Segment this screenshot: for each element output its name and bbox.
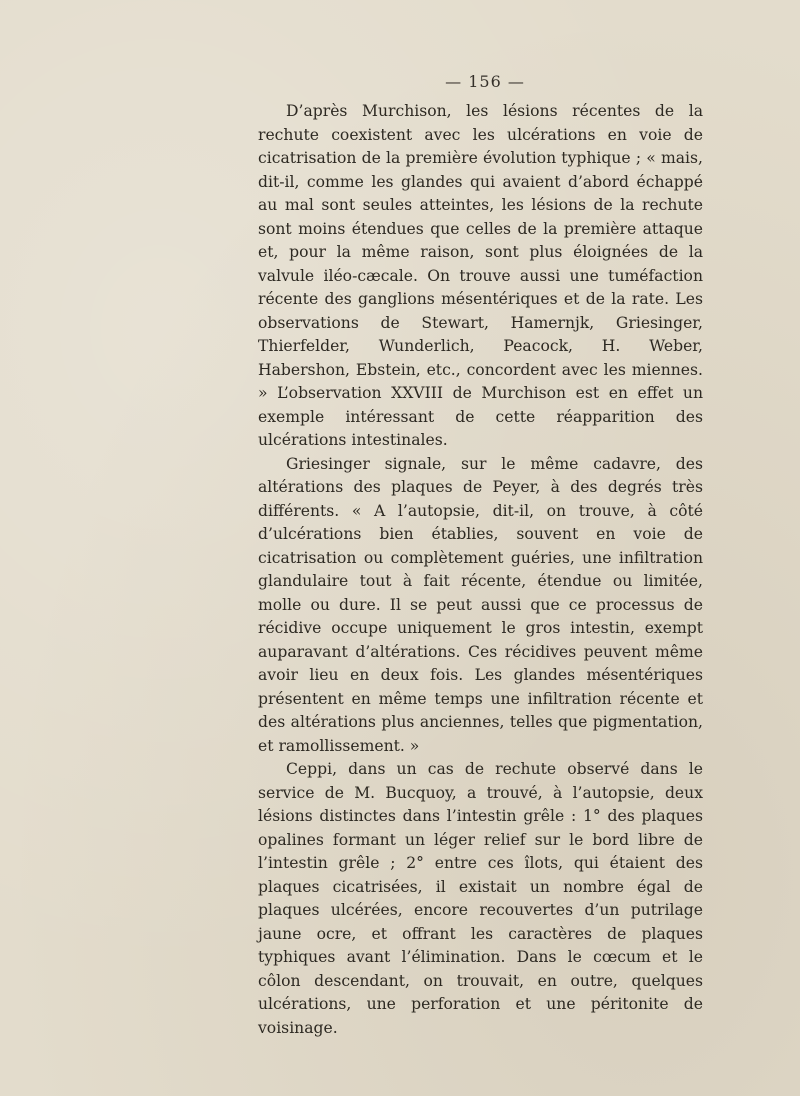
body-text [258,100,703,1040]
paragraph-murchison: D’après Murchison, les lésions récentes de la rechute coexistent avec les ulcérations en voie de cicatrisation de la première évolution typhique ; « mais, dit-il, comme les glandes qui avaient d’abord échappé au mal sont seules atteintes, les lésions de la rechute sont moins étendues que celles de la première attaque et, pour la même raison, sont plus éloignées de la valvule iléo-cæcale. On trouve aussi une tuméfaction récente des ganglions mésentériques et de la rate. Les observations de Stewart, Hamernjk, Griesinger, Thierfelder, Wunderlich, Peacock, H. Weber, Habershon, Ebstein, etc., concordent avec les miennes. » L’observation XXVIII de Murchison est en effet un exemple intéressant de cette réapparition des ulcérations intestinales. [258,102,703,449]
page-number: — 156 — [445,72,525,91]
paragraph-griesinger: Griesinger signale, sur le même cadavre, des altérations des plaques de Peyer, à des degrés très différents. « A l’autopsie, dit-il, on trouve, à côté d’ulcérations bien établies, souvent en voie de cicatrisation ou complètement guéries, une infiltration glandulaire tout à fait récente, étendue ou limitée, molle ou dure. Il se peut aussi que ce processus de récidive occupe uniquement le gros intestin, exempt auparavant d’altérations. Ces récidives peuvent même avoir lieu en deux fois. Les glandes mésentériques présentent en même temps une infiltration récente et des altérations plus anciennes, telles que pigmentation, et ramollissement. » [258,454,703,755]
paragraph-ceppi: Ceppi, dans un cas de rechute observé dans le service de M. Bucquoy, a trouvé, à l’autopsie, deux lésions distinctes dans l’intestin grêle : 1° des plaques opalines formant un léger relief sur le bord libre de l’intestin grêle ; 2° entre ces îlots, qui étaient des plaques cicatrisées, il existait un nombre égal de plaques ulcérées, encore recouvertes d’un putrilage jaune ocre, et offrant les caractères de plaques typhiques avant l’élimination. Dans le cœcum et le côlon descendant, on trouvait, en outre, quelques ulcérations, une perforation et une péritonite de voisinage. [258,760,703,1037]
